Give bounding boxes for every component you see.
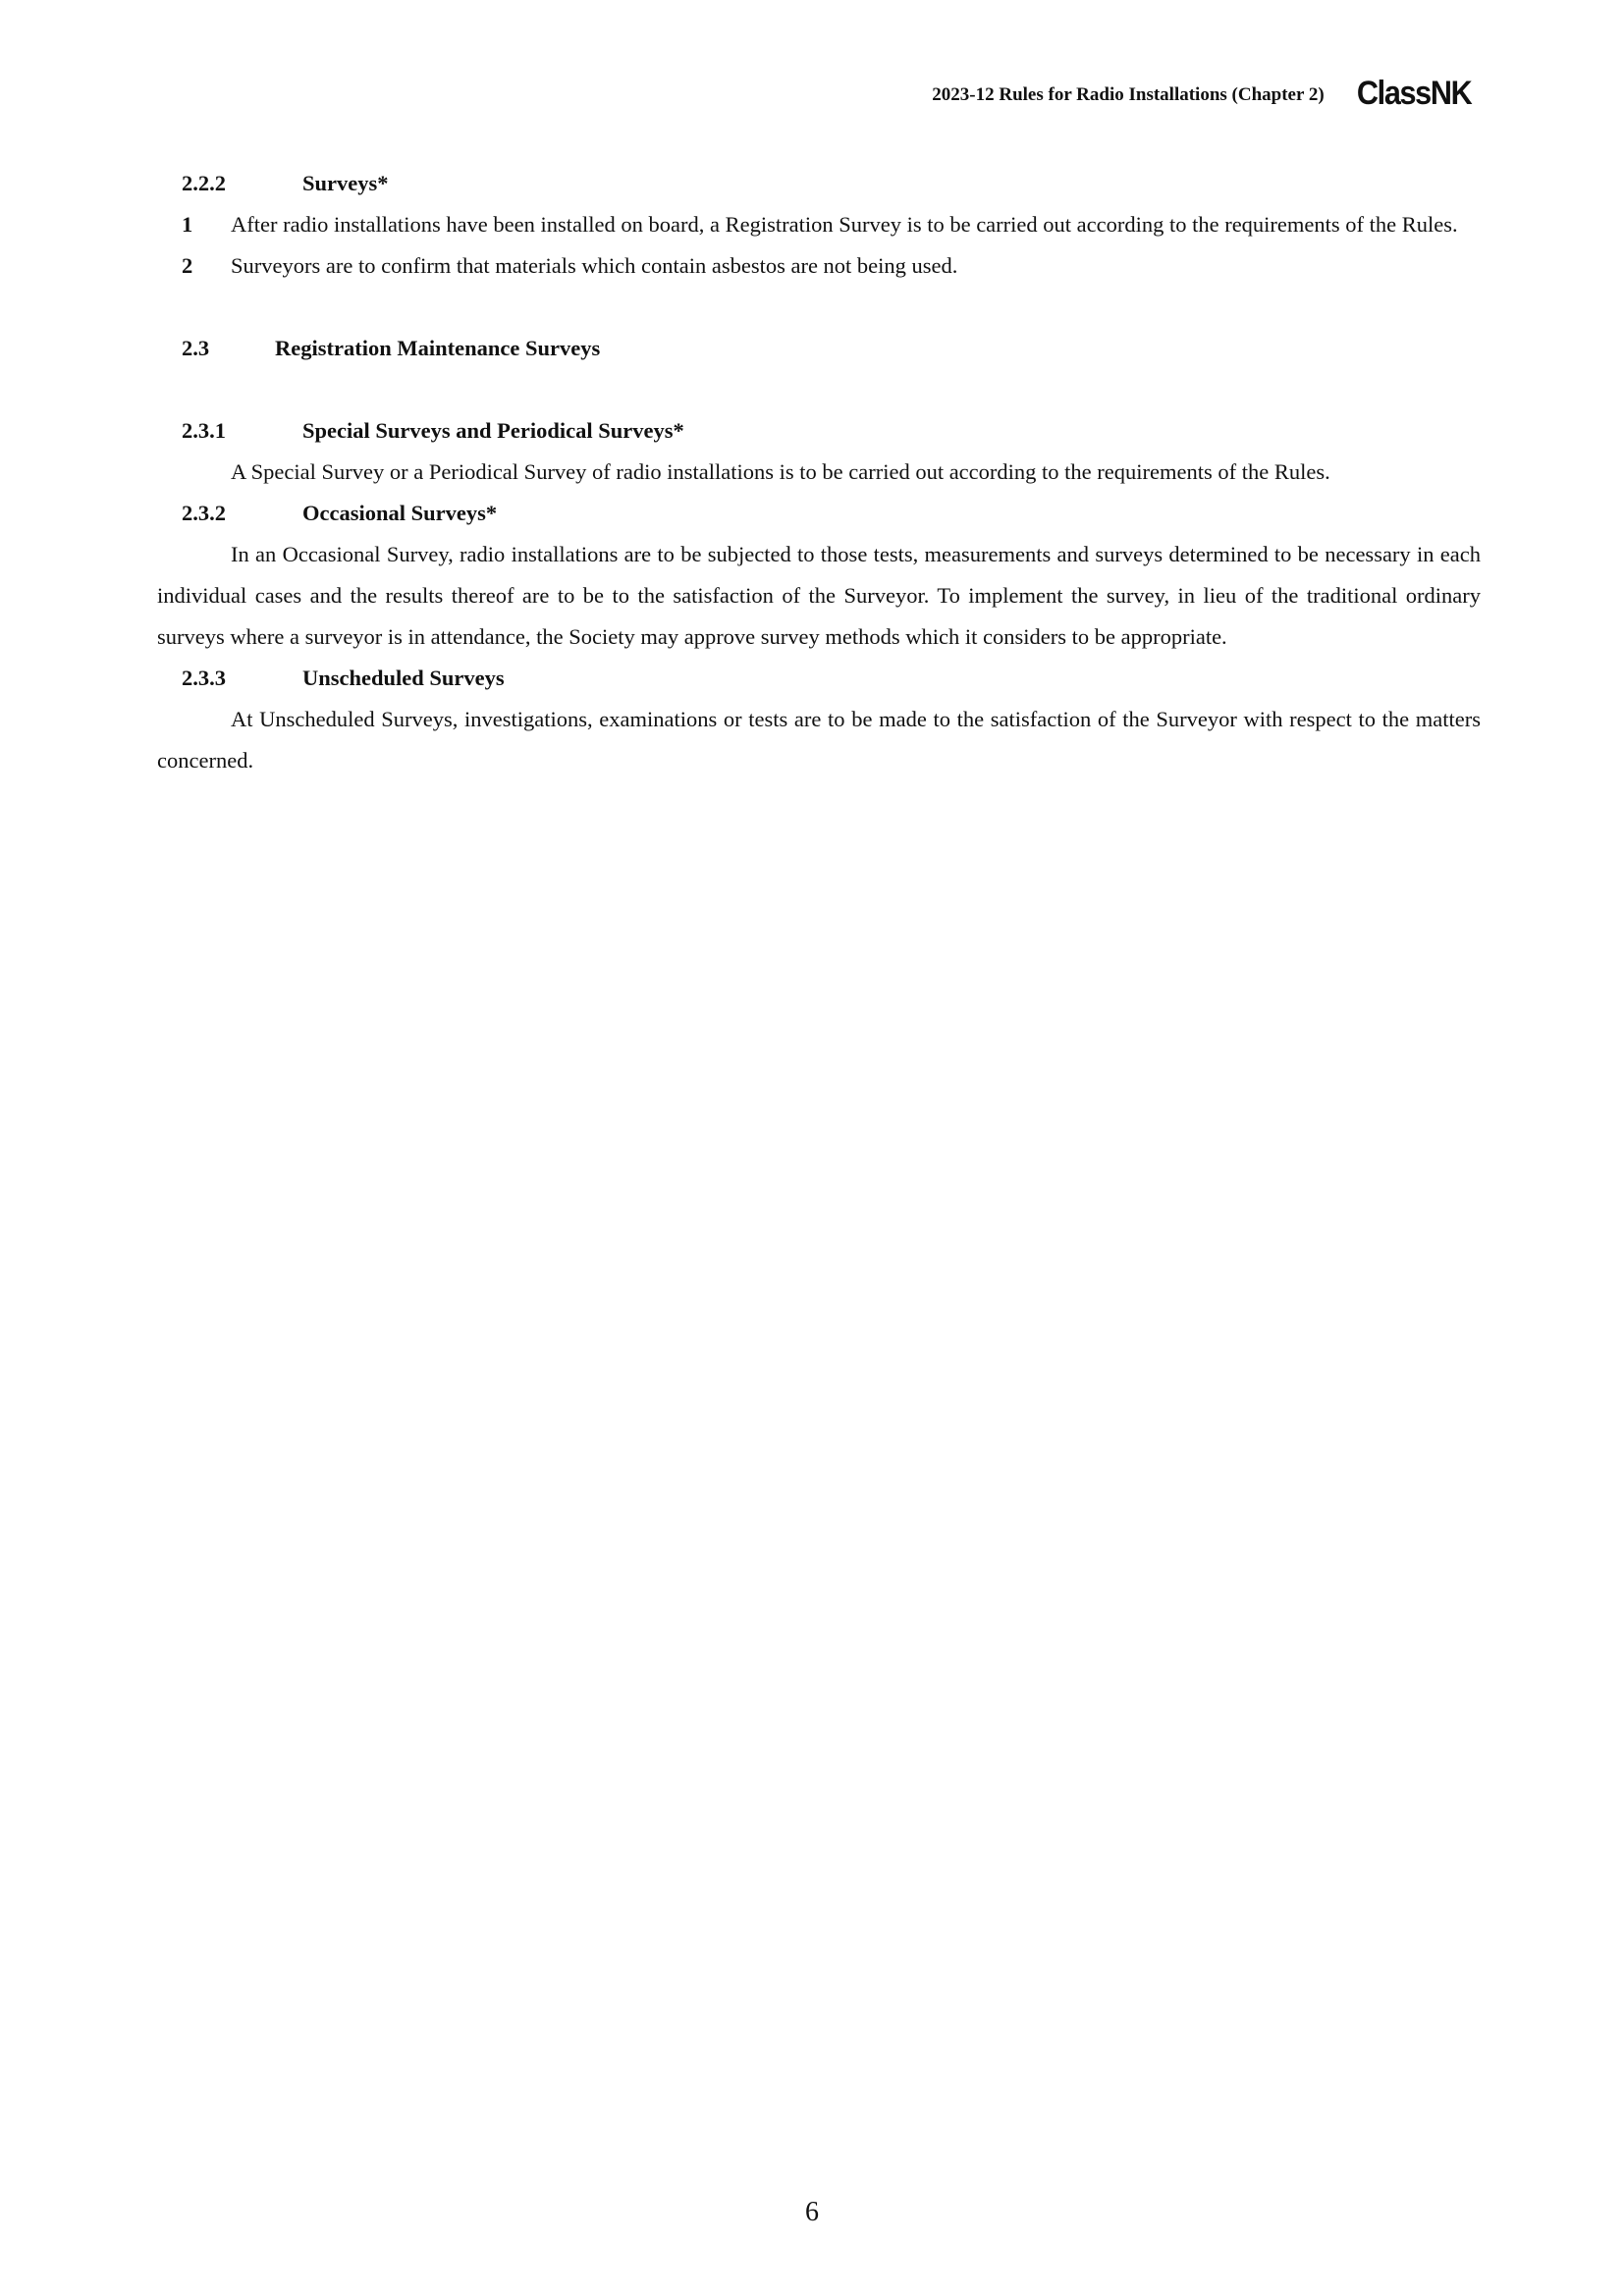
page-header [932, 77, 1471, 110]
section-heading-2-3 [157, 328, 1481, 369]
item-text: After radio installations have been installed on board, a Registration Survey is to be carried out according to the requirements of the Rules. [231, 212, 1458, 237]
section-number: 2.3.1 [182, 418, 226, 443]
section-heading-2-2-2 [157, 163, 1481, 204]
section-heading-2-3-2 [157, 493, 1481, 534]
paragraph-2-3-1: A Special Survey or a Periodical Survey of radio installations is to be carried out according to the requirements of the Rules. [231, 459, 1330, 484]
paragraph-item-1 [157, 204, 1481, 245]
item-number: 2 [182, 253, 193, 278]
spacer [157, 369, 1481, 410]
section-heading-2-3-1 [157, 410, 1481, 452]
paragraph-2-3-3: At Unscheduled Surveys, investigations, examinations or tests are to be made to the satisfaction of the Surveyor with respect to the matters concerned. [157, 707, 1481, 773]
item-number: 1 [182, 212, 193, 237]
page-number: 6 [805, 2197, 819, 2227]
spacer [157, 287, 1481, 328]
item-text: Surveyors are to confirm that materials which contain asbestos are not being used. [231, 253, 958, 278]
paragraph-2-3-2: In an Occasional Survey, radio installations are to be subjected to those tests, measurements and surveys determined to be necessary in each individual cases and the results thereof are to be to the satisfaction of the Surveyor. To implement the survey, in lieu of the traditional ordinary surveys where a surveyor is in attendance, the Society may approve survey methods which it considers to be appropriate. [157, 542, 1481, 649]
section-title: Surveys* [302, 171, 389, 195]
document-body [157, 163, 1481, 781]
section-number: 2.3.3 [182, 666, 226, 690]
section-number: 2.2.2 [182, 171, 226, 195]
section-title: Special Surveys and Periodical Surveys* [302, 418, 684, 443]
section-title: Unscheduled Surveys [302, 666, 505, 690]
section-number: 2.3.2 [182, 501, 226, 525]
section-title: Occasional Surveys* [302, 501, 498, 525]
section-heading-2-3-3 [157, 658, 1481, 699]
section-number: 2.3 [182, 336, 210, 360]
paragraph-item-2 [157, 245, 1481, 287]
document-title: 2023-12 Rules for Radio Installations (Chapter 2) [932, 84, 1325, 105]
section-title: Registration Maintenance Surveys [275, 336, 601, 360]
classnk-logo: ClassNK [1356, 75, 1471, 112]
